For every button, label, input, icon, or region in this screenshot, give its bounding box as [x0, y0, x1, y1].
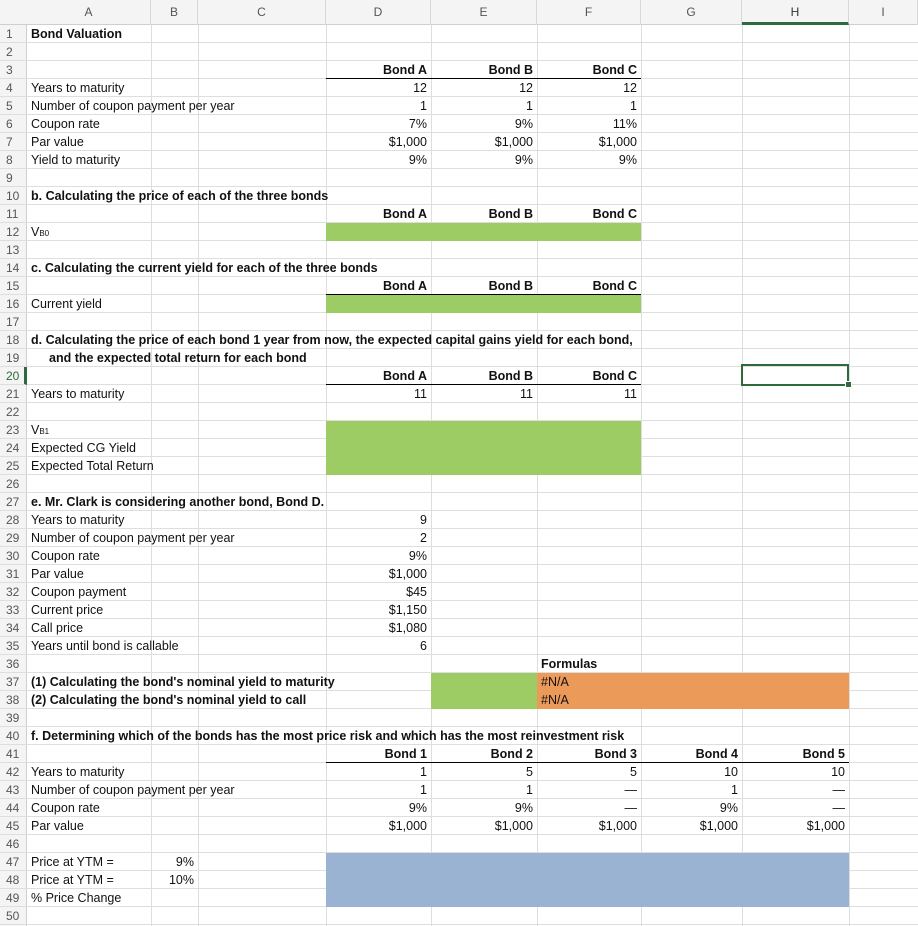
row-header-34[interactable]: 34 [0, 619, 27, 637]
row-header-3[interactable]: 3 [0, 61, 27, 79]
row-header-48[interactable]: 48 [0, 871, 27, 889]
label-price-ytm[interactable]: Price at YTM = [31, 855, 114, 869]
rate-value[interactable]: 10% [168, 873, 194, 887]
cell-value[interactable]: 9% [408, 801, 427, 815]
row-header-11[interactable]: 11 [0, 205, 27, 223]
cell-value[interactable]: 1 [420, 783, 427, 797]
label-payments[interactable]: Number of coupon payment per year [31, 99, 235, 113]
label-years[interactable]: Years to maturity [31, 765, 125, 779]
column-header-f[interactable]: F [537, 0, 641, 25]
bond-c-header[interactable]: Bond C [537, 277, 641, 295]
cell-value[interactable]: 5 [630, 765, 637, 779]
cell-value[interactable]: — [832, 783, 845, 797]
label-total-return[interactable]: Expected Total Return [31, 459, 154, 473]
row-header-12[interactable]: 12 [0, 223, 27, 241]
row-header-33[interactable]: 33 [0, 601, 27, 619]
label-coupon[interactable]: Coupon rate [31, 801, 100, 815]
row-header-42[interactable]: 42 [0, 763, 27, 781]
cell-value[interactable]: $1,000 [388, 567, 427, 581]
cell-value[interactable]: 9% [618, 153, 637, 167]
cell-value[interactable]: 6 [420, 639, 427, 653]
part-d-heading-2[interactable]: and the expected total return for each bond [49, 351, 307, 365]
column-header-e[interactable]: E [431, 0, 537, 25]
row-header-36[interactable]: 36 [0, 655, 27, 673]
row-header-23[interactable]: 23 [0, 421, 27, 439]
cell-value[interactable]: 11 [414, 387, 427, 401]
label-vb0[interactable] [27, 223, 147, 241]
cell-value[interactable]: $1,000 [388, 819, 427, 833]
row-header-43[interactable]: 43 [0, 781, 27, 799]
cell-value[interactable]: $1,000 [806, 819, 845, 833]
grid-line [849, 25, 850, 926]
v-subscript: B0 [39, 229, 50, 238]
row-header-38[interactable]: 38 [0, 691, 27, 709]
part-c-heading[interactable]: c. Calculating the current yield for each of the three bonds [31, 261, 378, 275]
label-e-item[interactable]: Coupon payment [31, 585, 127, 599]
cell-value[interactable]: $1,000 [494, 135, 533, 149]
label-price-ytm[interactable]: Price at YTM = [31, 873, 114, 887]
cell-value[interactable]: $1,000 [598, 135, 637, 149]
row-header-8[interactable]: 8 [0, 151, 27, 169]
cell-value[interactable]: 10 [831, 765, 845, 779]
row-header-45[interactable]: 45 [0, 817, 27, 835]
label-e-item[interactable]: Call price [31, 621, 84, 635]
cell-grid[interactable] [27, 25, 918, 926]
question-ytc[interactable]: (2) Calculating the bond's nominal yield to call [31, 693, 307, 707]
label-vb1[interactable] [27, 421, 147, 439]
cell-value[interactable]: $1,080 [388, 621, 427, 635]
label-payments[interactable]: Number of coupon payment per year [31, 783, 235, 797]
part-f-heading[interactable]: f. Determining which of the bonds has the most price risk and which has the most reinvestment risk [31, 729, 625, 743]
fill-handle[interactable] [845, 381, 852, 388]
row-header-4[interactable]: 4 [0, 79, 27, 97]
column-header-h[interactable]: H [742, 0, 849, 25]
bond-header[interactable]: Bond 5 [742, 745, 849, 763]
label-e-item[interactable]: Current price [31, 603, 104, 617]
bond-a-header[interactable]: Bond A [326, 61, 431, 79]
answer-area-yield[interactable] [431, 673, 537, 709]
bond-header[interactable]: Bond 1 [326, 745, 431, 763]
cell-value[interactable]: 1 [526, 783, 533, 797]
label-years[interactable]: Years to maturity [31, 81, 125, 95]
label-e-item[interactable]: Coupon rate [31, 549, 100, 563]
column-header-i[interactable]: I [849, 0, 918, 25]
row-header-49[interactable]: 49 [0, 889, 27, 907]
row-header-31[interactable]: 31 [0, 565, 27, 583]
row-header-5[interactable]: 5 [0, 97, 27, 115]
row-header-26[interactable]: 26 [0, 475, 27, 493]
row-header-35[interactable]: 35 [0, 637, 27, 655]
cell-value[interactable]: 1 [420, 765, 427, 779]
row-header-17[interactable]: 17 [0, 313, 27, 331]
cell-value[interactable]: 9 [420, 513, 427, 527]
sheet-title[interactable]: Bond Valuation [31, 27, 122, 41]
formula-ytm[interactable]: #N/A [541, 675, 569, 689]
bond-b-header[interactable]: Bond B [488, 207, 533, 221]
label-cg-yield[interactable]: Expected CG Yield [31, 441, 136, 455]
cell-value[interactable]: 11% [612, 117, 637, 131]
bond-c-header[interactable]: Bond C [537, 367, 641, 385]
row-header-41[interactable]: 41 [0, 745, 27, 763]
cell-value[interactable]: $1,000 [699, 819, 738, 833]
cell-value[interactable]: 5 [526, 765, 533, 779]
label-coupon[interactable]: Coupon rate [31, 117, 100, 131]
answer-area-current-yield[interactable] [326, 295, 641, 313]
cell-value[interactable]: 10 [724, 765, 738, 779]
bond-b-header[interactable]: Bond B [431, 61, 537, 79]
answer-area-price-risk[interactable] [326, 853, 849, 907]
bond-a-header[interactable]: Bond A [383, 207, 427, 221]
cell-value[interactable]: 1 [420, 99, 427, 113]
bond-c-header[interactable]: Bond C [537, 61, 641, 79]
row-header-47[interactable]: 47 [0, 853, 27, 871]
cell-value[interactable]: $1,000 [598, 819, 637, 833]
column-header-b[interactable]: B [151, 0, 198, 25]
row-header-44[interactable]: 44 [0, 799, 27, 817]
row-header-16[interactable]: 16 [0, 295, 27, 313]
cell-value[interactable]: 11 [520, 387, 533, 401]
row-header-22[interactable]: 22 [0, 403, 27, 421]
bond-c-header[interactable]: Bond C [592, 207, 637, 221]
cell-value[interactable]: $1,150 [388, 603, 427, 617]
row-header-40[interactable]: 40 [0, 727, 27, 745]
v-subscript: B1 [39, 427, 50, 436]
row-header-20[interactable]: 20 [0, 367, 27, 385]
row-header-9[interactable]: 9 [0, 169, 27, 187]
cell-value[interactable]: $45 [406, 585, 427, 599]
cell-value[interactable]: 9% [719, 801, 738, 815]
row-header-46[interactable]: 46 [0, 835, 27, 853]
cell-value[interactable]: 12 [623, 81, 637, 95]
cell-value[interactable]: 9% [514, 153, 533, 167]
row-header-13[interactable]: 13 [0, 241, 27, 259]
row-header-6[interactable]: 6 [0, 115, 27, 133]
label-price-change[interactable]: % Price Change [31, 891, 122, 905]
bond-b-header[interactable]: Bond B [431, 367, 537, 385]
cell-value[interactable]: $1,000 [494, 819, 533, 833]
bond-header[interactable]: Bond 2 [431, 745, 537, 763]
row-header-1[interactable]: 1 [0, 25, 27, 43]
bond-b-header[interactable]: Bond B [431, 277, 537, 295]
cell-value[interactable]: — [624, 801, 637, 815]
row-header-50[interactable]: 50 [0, 907, 27, 925]
column-header-a[interactable]: A [27, 0, 151, 25]
row-header-39[interactable]: 39 [0, 709, 27, 727]
row-header-14[interactable]: 14 [0, 259, 27, 277]
cell-value[interactable]: 9% [514, 117, 533, 131]
label-e-item[interactable]: Years until bond is callable [31, 639, 179, 653]
active-cell-selection[interactable] [741, 364, 849, 386]
row-header-25[interactable]: 25 [0, 457, 27, 475]
label-e-item[interactable]: Years to maturity [31, 513, 125, 527]
cell-value[interactable]: — [832, 801, 845, 815]
column-header-bar [0, 0, 918, 25]
cell-value[interactable]: 2 [420, 531, 427, 545]
cell-value[interactable]: 9% [408, 549, 427, 563]
cell-value[interactable]: 12 [413, 81, 427, 95]
row-header-29[interactable]: 29 [0, 529, 27, 547]
row-header-19[interactable]: 19 [0, 349, 27, 367]
grid-line [27, 924, 918, 925]
v-symbol: V [31, 225, 40, 239]
row-header-2[interactable]: 2 [0, 43, 27, 61]
row-header-15[interactable]: 15 [0, 277, 27, 295]
row-header-28[interactable]: 28 [0, 511, 27, 529]
cell-value[interactable]: 9% [408, 153, 427, 167]
answer-area-price[interactable] [326, 223, 641, 241]
bond-a-header[interactable]: Bond A [326, 277, 431, 295]
cell-value[interactable]: 11 [624, 387, 637, 401]
row-header-30[interactable]: 30 [0, 547, 27, 565]
label-current-yield[interactable]: Current yield [31, 297, 102, 311]
row-header-21[interactable]: 21 [0, 385, 27, 403]
formula-ytc[interactable]: #N/A [541, 693, 569, 707]
column-header-g[interactable]: G [641, 0, 742, 25]
row-header-7[interactable]: 7 [0, 133, 27, 151]
label-par[interactable]: Par value [31, 819, 84, 833]
cell-value[interactable]: 9% [514, 801, 533, 815]
cell-value[interactable]: 7% [408, 117, 427, 131]
row-header-18[interactable]: 18 [0, 331, 27, 349]
column-header-d[interactable]: D [326, 0, 431, 25]
label-par[interactable]: Par value [31, 135, 84, 149]
bond-a-header[interactable]: Bond A [326, 367, 431, 385]
row-header-37[interactable]: 37 [0, 673, 27, 691]
bond-header[interactable]: Bond 4 [641, 745, 742, 763]
row-header-32[interactable]: 32 [0, 583, 27, 601]
cell-value[interactable]: — [624, 783, 637, 797]
row-header-27[interactable]: 27 [0, 493, 27, 511]
column-header-c[interactable]: C [198, 0, 326, 25]
formulas-label[interactable]: Formulas [541, 657, 598, 671]
cell-value[interactable]: $1,000 [388, 135, 427, 149]
label-years[interactable]: Years to maturity [31, 387, 125, 401]
rate-value[interactable]: 9% [175, 855, 194, 869]
cell-value[interactable]: 12 [519, 81, 533, 95]
cell-value[interactable]: 1 [630, 99, 637, 113]
cell-value[interactable]: 1 [526, 99, 533, 113]
part-b-heading[interactable]: b. Calculating the price of each of the three bonds [31, 189, 329, 203]
cell-value[interactable]: 1 [731, 783, 738, 797]
row-header-bar [0, 25, 27, 926]
part-e-heading[interactable]: e. Mr. Clark is considering another bond, Bond D. [31, 495, 325, 509]
part-d-heading[interactable]: d. Calculating the price of each bond 1 year from now, the expected capital gains yield for each bond, [31, 333, 633, 347]
row-header-10[interactable]: 10 [0, 187, 27, 205]
label-e-item[interactable]: Number of coupon payment per year [31, 531, 235, 545]
answer-area-future-price[interactable] [326, 421, 641, 475]
bond-header[interactable]: Bond 3 [537, 745, 641, 763]
question-ytm[interactable]: (1) Calculating the bond's nominal yield to maturity [31, 675, 335, 689]
label-ytm[interactable]: Yield to maturity [31, 153, 121, 167]
row-header-24[interactable]: 24 [0, 439, 27, 457]
v-symbol: V [31, 423, 40, 437]
label-e-item[interactable]: Par value [31, 567, 84, 581]
